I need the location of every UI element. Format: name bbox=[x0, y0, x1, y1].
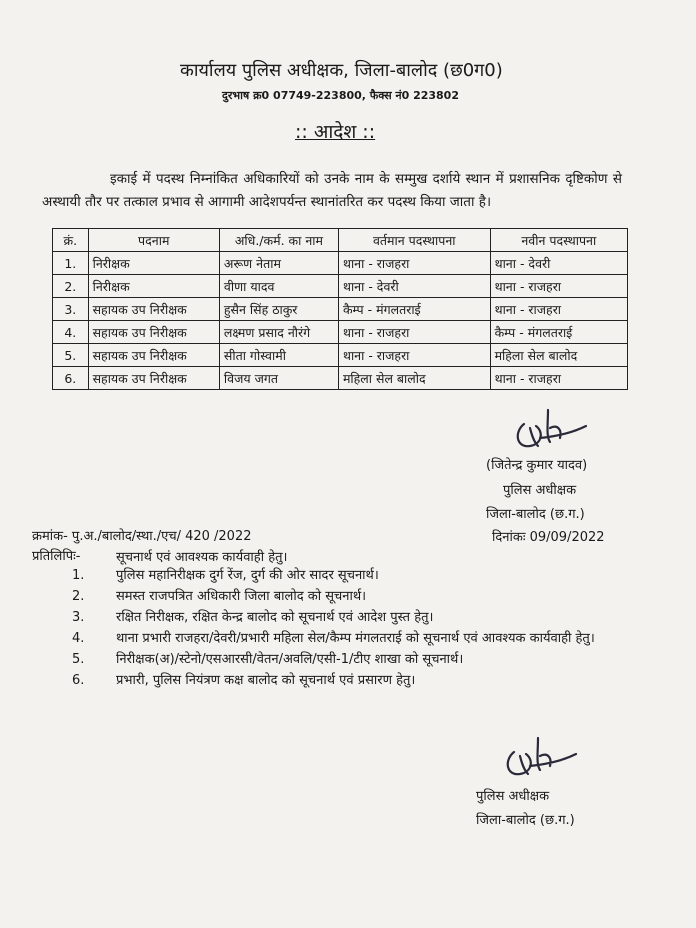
list-item-text: प्रभारी, पुलिस नियंत्रण कक्ष बालोद को सूचनार्थ एवं प्रसारण हेतु। bbox=[116, 673, 416, 688]
cell-rank: सहायक उप निरीक्षक bbox=[88, 367, 219, 390]
footer-designation: पुलिस अधीक्षक bbox=[476, 789, 550, 804]
cell-new-posting: कैम्प - मंगलतराई bbox=[490, 321, 627, 344]
list-item-number: 2. bbox=[72, 589, 85, 604]
footer-district: जिला-बालोद (छ.ग.) bbox=[476, 813, 575, 828]
cell-rank: निरीक्षक bbox=[88, 275, 219, 298]
list-item-text: पुलिस महानिरीक्षक दुर्ग रेंज, दुर्ग की ओर सादर सूचनार्थ। bbox=[116, 568, 379, 583]
cell-new-posting: थाना - राजहरा bbox=[490, 298, 627, 321]
header-rank: पदनाम bbox=[88, 229, 219, 252]
cell-current-posting: थाना - राजहरा bbox=[338, 252, 490, 275]
signature-mark bbox=[500, 730, 582, 782]
copy-list bbox=[72, 565, 652, 691]
office-contact: दुरभाष क्र0 07749-223800, फैक्स नं0 223802 bbox=[222, 89, 459, 102]
order-date: दिनांकः 09/09/2022 bbox=[492, 530, 605, 545]
list-item-number: 5. bbox=[72, 652, 85, 667]
cell-serial: 2. bbox=[53, 275, 89, 298]
cell-new-posting: थाना - राजहरा bbox=[490, 367, 627, 390]
list-item bbox=[72, 586, 652, 607]
table-row bbox=[53, 321, 628, 344]
cell-serial: 5. bbox=[53, 344, 89, 367]
cell-current-posting: थाना - राजहरा bbox=[338, 321, 490, 344]
cell-serial: 4. bbox=[53, 321, 89, 344]
cell-rank: सहायक उप निरीक्षक bbox=[88, 344, 219, 367]
list-item-number: 4. bbox=[72, 631, 85, 646]
cell-name: अरूण नेताम bbox=[219, 252, 338, 275]
reference-number: क्रमांक- पु.अ./बालोद/स्था./एच/ 420 /2022 bbox=[32, 529, 252, 544]
signatory-name: (जितेन्द्र कुमार यादव) bbox=[486, 458, 588, 473]
list-item-text: निरीक्षक(अ)/स्टेनो/एसआरसी/वेतन/अवलि/एसी-1/टीए शाखा को सूचनार्थ। bbox=[116, 652, 464, 667]
table-header-row bbox=[53, 229, 628, 252]
cell-rank: निरीक्षक bbox=[88, 252, 219, 275]
list-item-text: समस्त राजपत्रित अधिकारी जिला बालोद को सूचनार्थ। bbox=[116, 589, 367, 604]
list-item-number: 6. bbox=[72, 673, 85, 688]
list-item bbox=[72, 628, 652, 649]
list-item bbox=[72, 607, 652, 628]
cell-serial: 1. bbox=[53, 252, 89, 275]
order-title: :: आदेश :: bbox=[295, 121, 376, 143]
table-row bbox=[53, 344, 628, 367]
office-heading: कार्यालय पुलिस अधीक्षक, जिला-बालोद (छ0ग0) bbox=[180, 60, 503, 81]
cell-name: लक्ष्मण प्रसाद नौरंगे bbox=[219, 321, 338, 344]
cell-new-posting: थाना - देवरी bbox=[490, 252, 627, 275]
header-new-posting: नवीन पदस्थापना bbox=[490, 229, 627, 252]
table-row bbox=[53, 367, 628, 390]
cell-name: विजय जगत bbox=[219, 367, 338, 390]
cell-serial: 3. bbox=[53, 298, 89, 321]
list-item-number: 1. bbox=[72, 568, 85, 583]
copy-label: प्रतिलिपिः- bbox=[32, 549, 81, 564]
cell-new-posting: महिला सेल बालोद bbox=[490, 344, 627, 367]
list-item-text: थाना प्रभारी राजहरा/देवरी/प्रभारी महिला सेल/कैम्प मंगलतराई को सूचनार्थ एवं आवश्यक कार्यवाही हेतु। bbox=[116, 631, 595, 646]
list-item-number: 3. bbox=[72, 610, 85, 625]
cell-current-posting: थाना - राजहरा bbox=[338, 344, 490, 367]
header-name: अधि./कर्म. का नाम bbox=[219, 229, 338, 252]
signatory-district: जिला-बालोद (छ.ग.) bbox=[486, 507, 585, 522]
table-row bbox=[53, 275, 628, 298]
cell-name: वीणा यादव bbox=[219, 275, 338, 298]
cell-rank: सहायक उप निरीक्षक bbox=[88, 321, 219, 344]
header-current-posting: वर्तमान पदस्थापना bbox=[338, 229, 490, 252]
order-paragraph: इकाई में पदस्थ निम्नांकित अधिकारियों को उनके नाम के सम्मुख दर्शाये स्थान में प्रशासनिक दृष्टिकोण से अस्थायी तौर पर तत्काल प्रभाव से आगामी आदेशपर्यन्त स्थानांतरित कर पदस्थ किया जाता है। bbox=[42, 171, 622, 210]
cell-current-posting: महिला सेल बालोद bbox=[338, 367, 490, 390]
transfer-table bbox=[52, 228, 628, 390]
table-row bbox=[53, 298, 628, 321]
cell-current-posting: कैम्प - मंगलतराई bbox=[338, 298, 490, 321]
list-item bbox=[72, 670, 652, 691]
list-item bbox=[72, 565, 652, 586]
list-item-text: रक्षित निरीक्षक, रक्षित केन्द्र बालोद को सूचनार्थ एवं आदेश पुस्त हेतु। bbox=[116, 610, 434, 625]
cell-serial: 6. bbox=[53, 367, 89, 390]
cell-name: हुसैन सिंह ठाकुर bbox=[219, 298, 338, 321]
cell-name: सीता गोस्वामी bbox=[219, 344, 338, 367]
table-row bbox=[53, 252, 628, 275]
cell-rank: सहायक उप निरीक्षक bbox=[88, 298, 219, 321]
cell-current-posting: थाना - देवरी bbox=[338, 275, 490, 298]
list-item bbox=[72, 649, 652, 670]
signature-mark bbox=[510, 402, 592, 454]
signatory-designation: पुलिस अधीक्षक bbox=[503, 483, 577, 498]
header-serial: क्रं. bbox=[53, 229, 89, 252]
copy-intro: सूचनार्थ एवं आवश्यक कार्यवाही हेतु। bbox=[116, 550, 288, 565]
cell-new-posting: थाना - राजहरा bbox=[490, 275, 627, 298]
